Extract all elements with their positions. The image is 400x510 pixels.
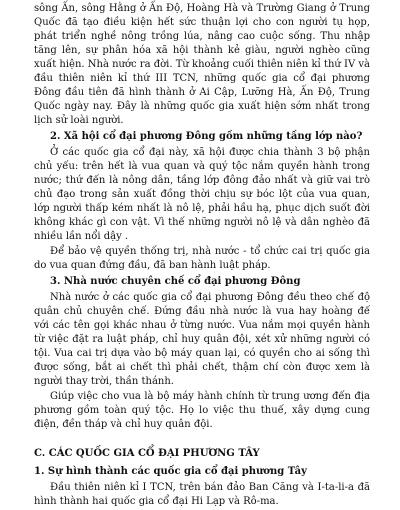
intro-paragraph: sông Ấn, sông Hằng ở Ấn Độ, Hoàng Hà và Trường Giang ở Trung Quốc đã tạo điều kiện hết sức thuận lợi cho con người tụ họp, phát triển nghề nông trồng lúa, nâng cao cuộc sống. Thu nhập tăng lên, sự phân hóa xã hội thành kẻ giàu, người nghèo cũng xuất hiện. Nhà nước ra đời. Từ khoảng cuối thiên niên kỉ thứ IV và đầu thiên niên kỉ thứ III TCN, những quốc gia cổ đại phương Đông đầu tiên đã hình thành ở Ai Cập, Lưỡng Hà, Ấn Độ, Trung Quốc ngày nay. Đây là những quốc gia xuất hiện sớm nhất trong lịch sử loài người.	[34, 3, 370, 126]
law-paragraph: Để bảo vệ quyền thống trị, nhà nước - tổ chức cai trị quốc gia do vua quan đứng đầu, đã ban hành luật pháp.	[34, 246, 370, 271]
administration-paragraph: Giúp việc cho vua là bộ máy hành chính từ trung ương đến địa phương gồm toàn quý tộc. Họ lo việc thu thuế, xây dựng cung điện, đền tháp và chỉ huy quân đội.	[34, 391, 370, 430]
heading-social-classes: 2. Xã hội cổ đại phương Đông gồm những tầng lớp nào?	[50, 130, 363, 142]
heading-western-formation: 1. Sự hình thành các quốc gia cổ đại phương Tây	[34, 465, 307, 477]
section-title-western: C. CÁC QUỐC GIA CỔ ĐẠI PHƯƠNG TÂY	[34, 447, 260, 459]
section-spacer	[34, 434, 370, 440]
document-body	[34, 2, 370, 510]
heading-despotic-state: 3. Nhà nước chuyên chế cổ đại phương Đông	[50, 275, 301, 287]
western-formation-paragraph: Đầu thiên niên kỉ I TCN, trên bán đảo Ban Căng và I-ta-li-a đã hình thành hai quốc gia cổ đại Hi Lạp và Rô-ma.	[34, 481, 370, 507]
social-classes-paragraph: Ở các quốc gia cổ đại này, xã hội được chia thành 3 bộ phận chủ yếu: trên hết là vua quan và quý tộc nắm quyền hành trong nước; thứ đến là nông dân, tầng lớp đông đảo nhất và giữ vai trò chủ đạo trong sản xuất đồng thời chịu sự bóc lột của vua quan, lớp người thấp kém nhất là nô lệ, phải hầu hạ, phục dịch suốt đời không khác gì con vật. Vì thế những người nô lệ và dân nghèo đã nhiều lần nổi dậy .	[34, 146, 370, 242]
monarchy-paragraph: Nhà nước ở các quốc gia cổ đại phương Đông đều theo chế độ quân chủ chuyên chế. Đứng đầu nhà nước là vua hay hoàng đế với các tên gọi khác nhau ở từng nước. Vua nắm mọi quyền hành từ việc đặt ra luật pháp, chỉ huy quân đội, xét xử những người có tội. Vua cai trị dựa vào bộ máy quan lại, có quyền cho ai sống thì được sống, bắt ai chết thì phải chết, thậm chí còn được xem là người thay trời, thần thánh.	[34, 291, 370, 387]
